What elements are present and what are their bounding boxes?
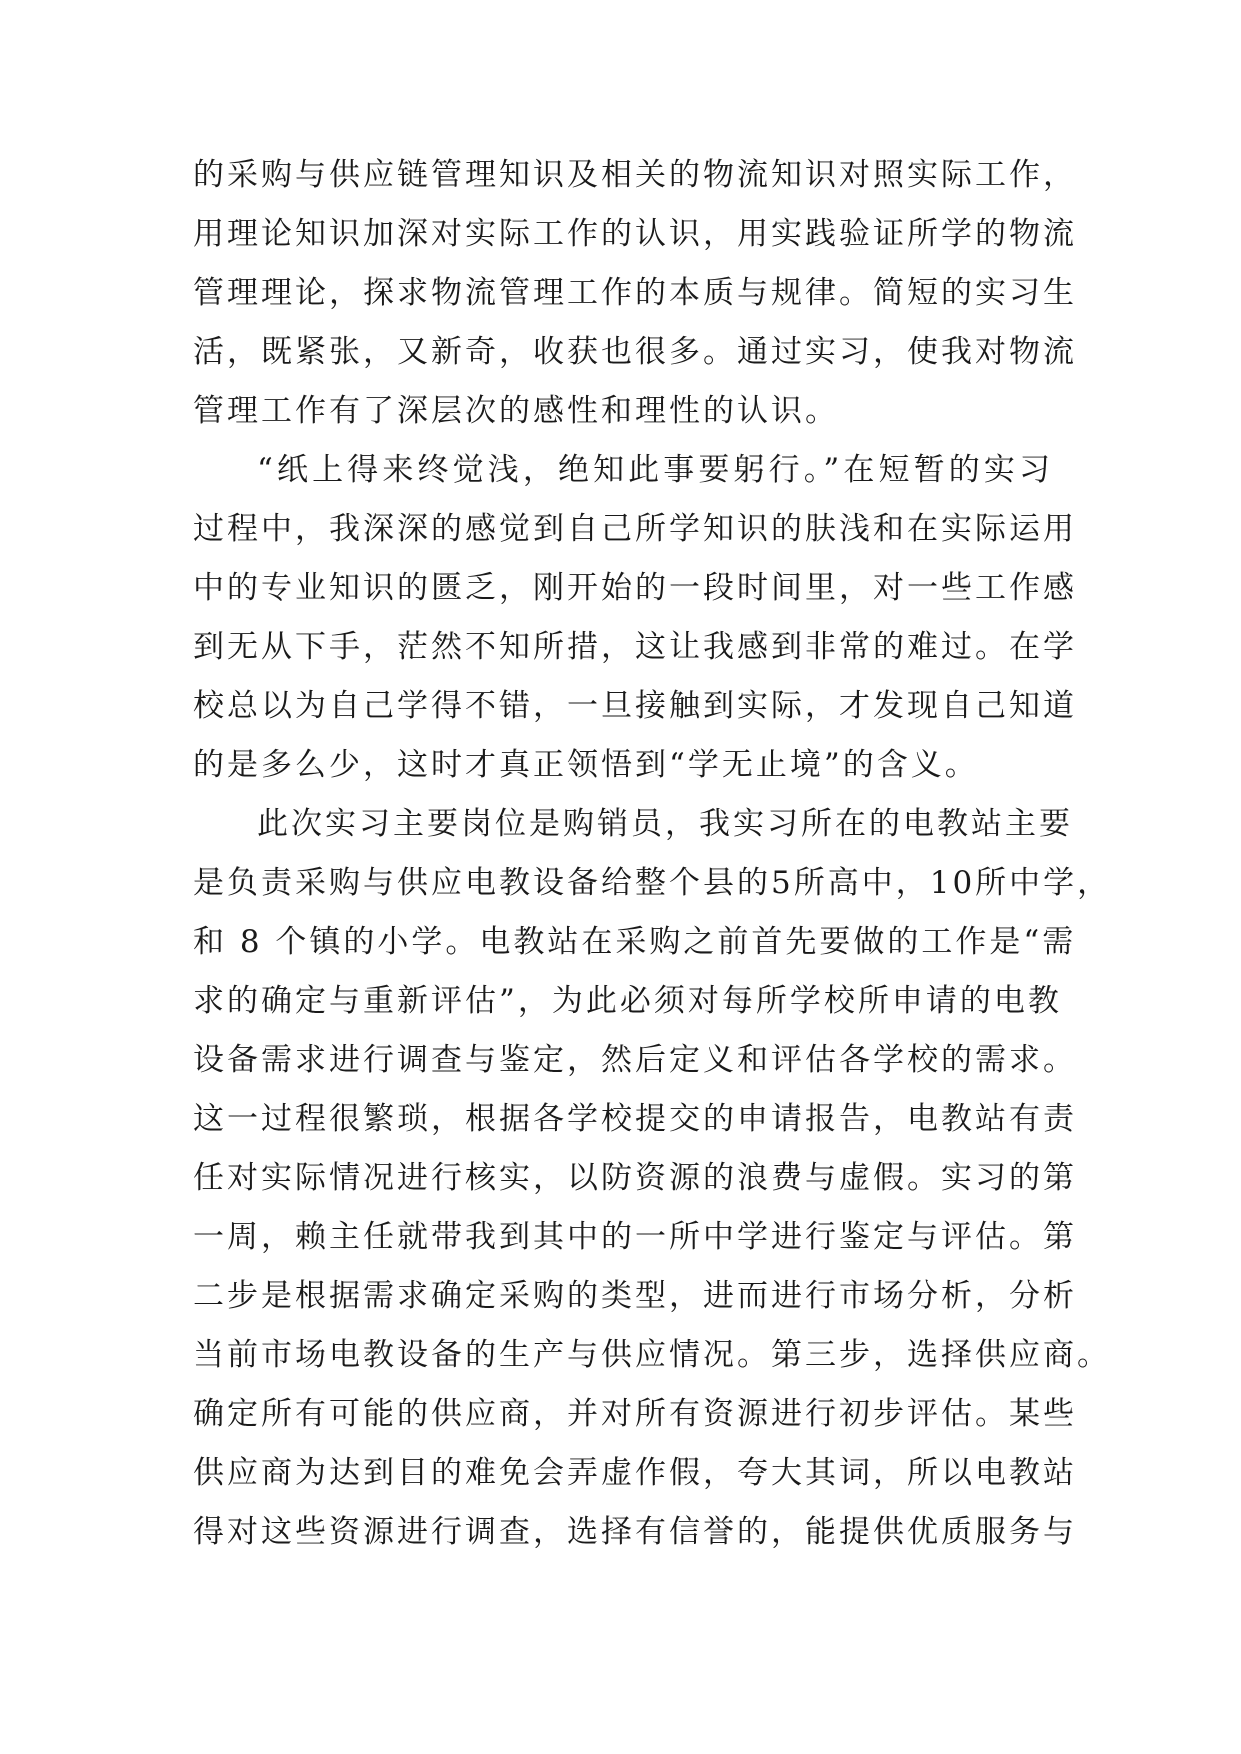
text-line: 管理工作有了深层次的感性和理性的认识。: [193, 393, 839, 429]
text-line: 校总以为自己学得不错，一旦接触到实际，才发现自己知道: [193, 688, 1077, 724]
text-line: 的采购与供应链管理知识及相关的物流知识对照实际工作，: [193, 157, 1077, 193]
text-line: 确定所有可能的供应商，并对所有资源进行初步评估。某些: [193, 1396, 1077, 1432]
text-line: 过程中，我深深的感觉到自己所学知识的肤浅和在实际运用: [193, 511, 1077, 547]
text-line: 二步是根据需求确定采购的类型，进而进行市场分析，分析: [193, 1278, 1077, 1314]
text-line: 得对这些资源进行调查，选择有信誉的，能提供优质服务与: [193, 1514, 1077, 1550]
text-line: 和 8 个镇的小学。电教站在采购之前首先要做的工作是“需: [193, 924, 1077, 960]
text-line: 任对实际情况进行核实，以防资源的浪费与虚假。实习的第: [193, 1160, 1077, 1196]
text-line: 中的专业知识的匮乏，刚开始的一段时间里，对一些工作感: [193, 570, 1077, 606]
text-line: 到无从下手，茫然不知所措，这让我感到非常的难过。在学: [193, 629, 1077, 665]
text-line: 是负责采购与供应电教设备给整个县的5所高中，10所中学，: [193, 865, 1112, 901]
text-line: 这一过程很繁琐，根据各学校提交的申请报告，电教站有责: [193, 1101, 1077, 1137]
text-line: 活，既紧张，又新奇，收获也很多。通过实习，使我对物流: [193, 334, 1077, 370]
text-line: 供应商为达到目的难免会弄虚作假，夸大其词，所以电教站: [193, 1455, 1077, 1491]
text-line: 一周，赖主任就带我到其中的一所中学进行鉴定与评估。第: [193, 1219, 1077, 1255]
text-line: 此次实习主要岗位是购销员，我实习所在的电教站主要: [257, 806, 1073, 842]
text-line: 的是多么少，这时才真正领悟到“学无止境”的含义。: [193, 747, 979, 783]
text-line: “纸上得来终觉浅，绝知此事要躬行。”在短暂的实习: [257, 452, 1053, 488]
text-line: 设备需求进行调查与鉴定，然后定义和评估各学校的需求。: [193, 1042, 1077, 1078]
text-line: 管理理论，探求物流管理工作的本质与规律。简短的实习生: [193, 275, 1077, 311]
text-line: 求的确定与重新评估”，为此必须对每所学校所申请的电教: [193, 983, 1062, 1019]
document-page: [193, 146, 1112, 1562]
text-line: 用理论知识加深对实际工作的认识，用实践验证所学的物流: [193, 216, 1077, 252]
text-line: 当前市场电教设备的生产与供应情况。第三步，选择供应商。: [193, 1337, 1111, 1373]
